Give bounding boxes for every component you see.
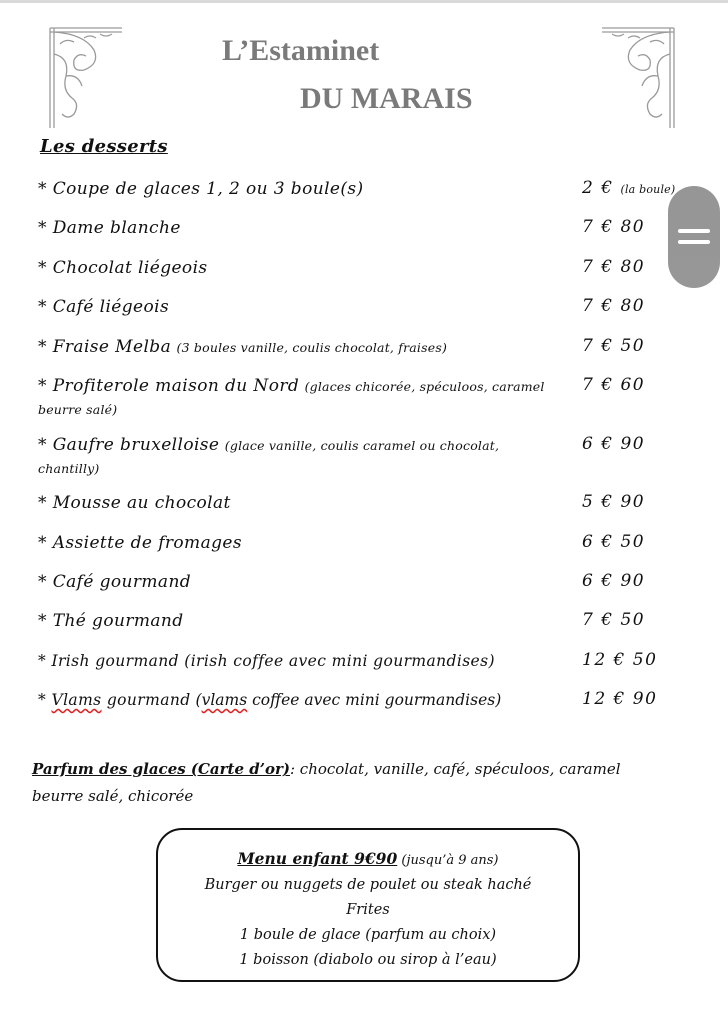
item-name: * Profiterole maison du Nord [38,376,300,396]
corner-ornament-icon [44,24,124,130]
item-name: * Dame blanche [38,218,181,238]
item-price: 7 € 60 [582,375,646,395]
item-name: * Gaufre bruxelloise [38,435,220,455]
item-price: 6 € 90 [582,434,646,454]
item-price: 6 € 90 [582,571,646,591]
item-name: * Fraise Melba [38,337,172,357]
item-price: 7 € 80 [582,217,646,237]
section-title: Les desserts [40,136,168,157]
kids-menu-box [156,828,580,982]
item-name-misspelled: Vlams [51,691,102,709]
kids-menu-line: 1 boule de glace (parfum au choix) [239,927,497,943]
kids-menu-title: Menu enfant 9€90 [237,849,398,868]
grip-line-icon [678,229,710,233]
item-name: * Mousse au chocolat [38,493,231,513]
top-border [0,0,728,3]
item-name: * Café gourmand [38,572,192,592]
price-note: (la boule) [620,183,676,196]
ice-cream-flavors [32,756,672,810]
item-description-prefix: ( [195,691,202,709]
kids-menu-line: Burger ou nuggets de poulet ou steak haché [204,877,532,893]
menu-item [38,434,558,480]
scroll-handle[interactable] [668,186,720,288]
item-name: * Irish gourmand (irish coffee avec mini gourmandises) [38,652,495,670]
kids-menu-header [158,846,578,873]
flavors-label: Parfum des glaces (Carte d’or) [32,760,290,778]
item-name: * Chocolat liégeois [38,258,208,278]
price-value: 2 € [582,178,614,198]
item-description: (glaces chicorée, spéculoos, caramel beurre salé) [38,379,545,417]
kids-menu-line: 1 boisson (diabolo ou sirop à l’eau) [239,952,497,968]
item-price: 12 € 50 [582,650,658,670]
menu-item [38,375,583,421]
item-name: * Coupe de glaces 1, 2 ou 3 boule(s) [38,179,364,199]
item-price [582,178,675,198]
item-name: * Café liégeois [38,297,170,317]
kids-menu-line: Frites [346,902,390,918]
restaurant-title-line1: L’Estaminet [222,34,380,67]
grip-line-icon [678,240,710,244]
item-price: 5 € 90 [582,492,646,512]
flavors-text: : chocolat, vanille, café, spéculoos, caramel beurre salé, chicorée [32,760,621,805]
item-description: (glace vanille, coulis caramel ou chocolat, chantilly) [38,438,500,476]
item-price: 12 € 90 [582,689,658,709]
item-price: 6 € 50 [582,532,646,552]
item-name: * Assiette de fromages [38,533,242,553]
item-description: (3 boules vanille, coulis chocolat, fraises) [176,340,448,355]
item-description-misspelled: vlams [201,691,248,709]
corner-ornament-icon [600,24,680,130]
restaurant-title-line2: DU MARAIS [300,82,473,115]
kids-menu-age: (jusqu’à 9 ans) [397,853,499,868]
item-price: 7 € 80 [582,257,646,277]
item-name-rest: gourmand [101,691,191,709]
item-name: * Thé gourmand [38,611,184,631]
item-name-prefix: * [38,691,52,709]
item-price: 7 € 50 [582,610,646,630]
item-price: 7 € 50 [582,336,646,356]
item-description-rest: coffee avec mini gourmandises) [247,691,502,709]
item-price: 7 € 80 [582,296,646,316]
